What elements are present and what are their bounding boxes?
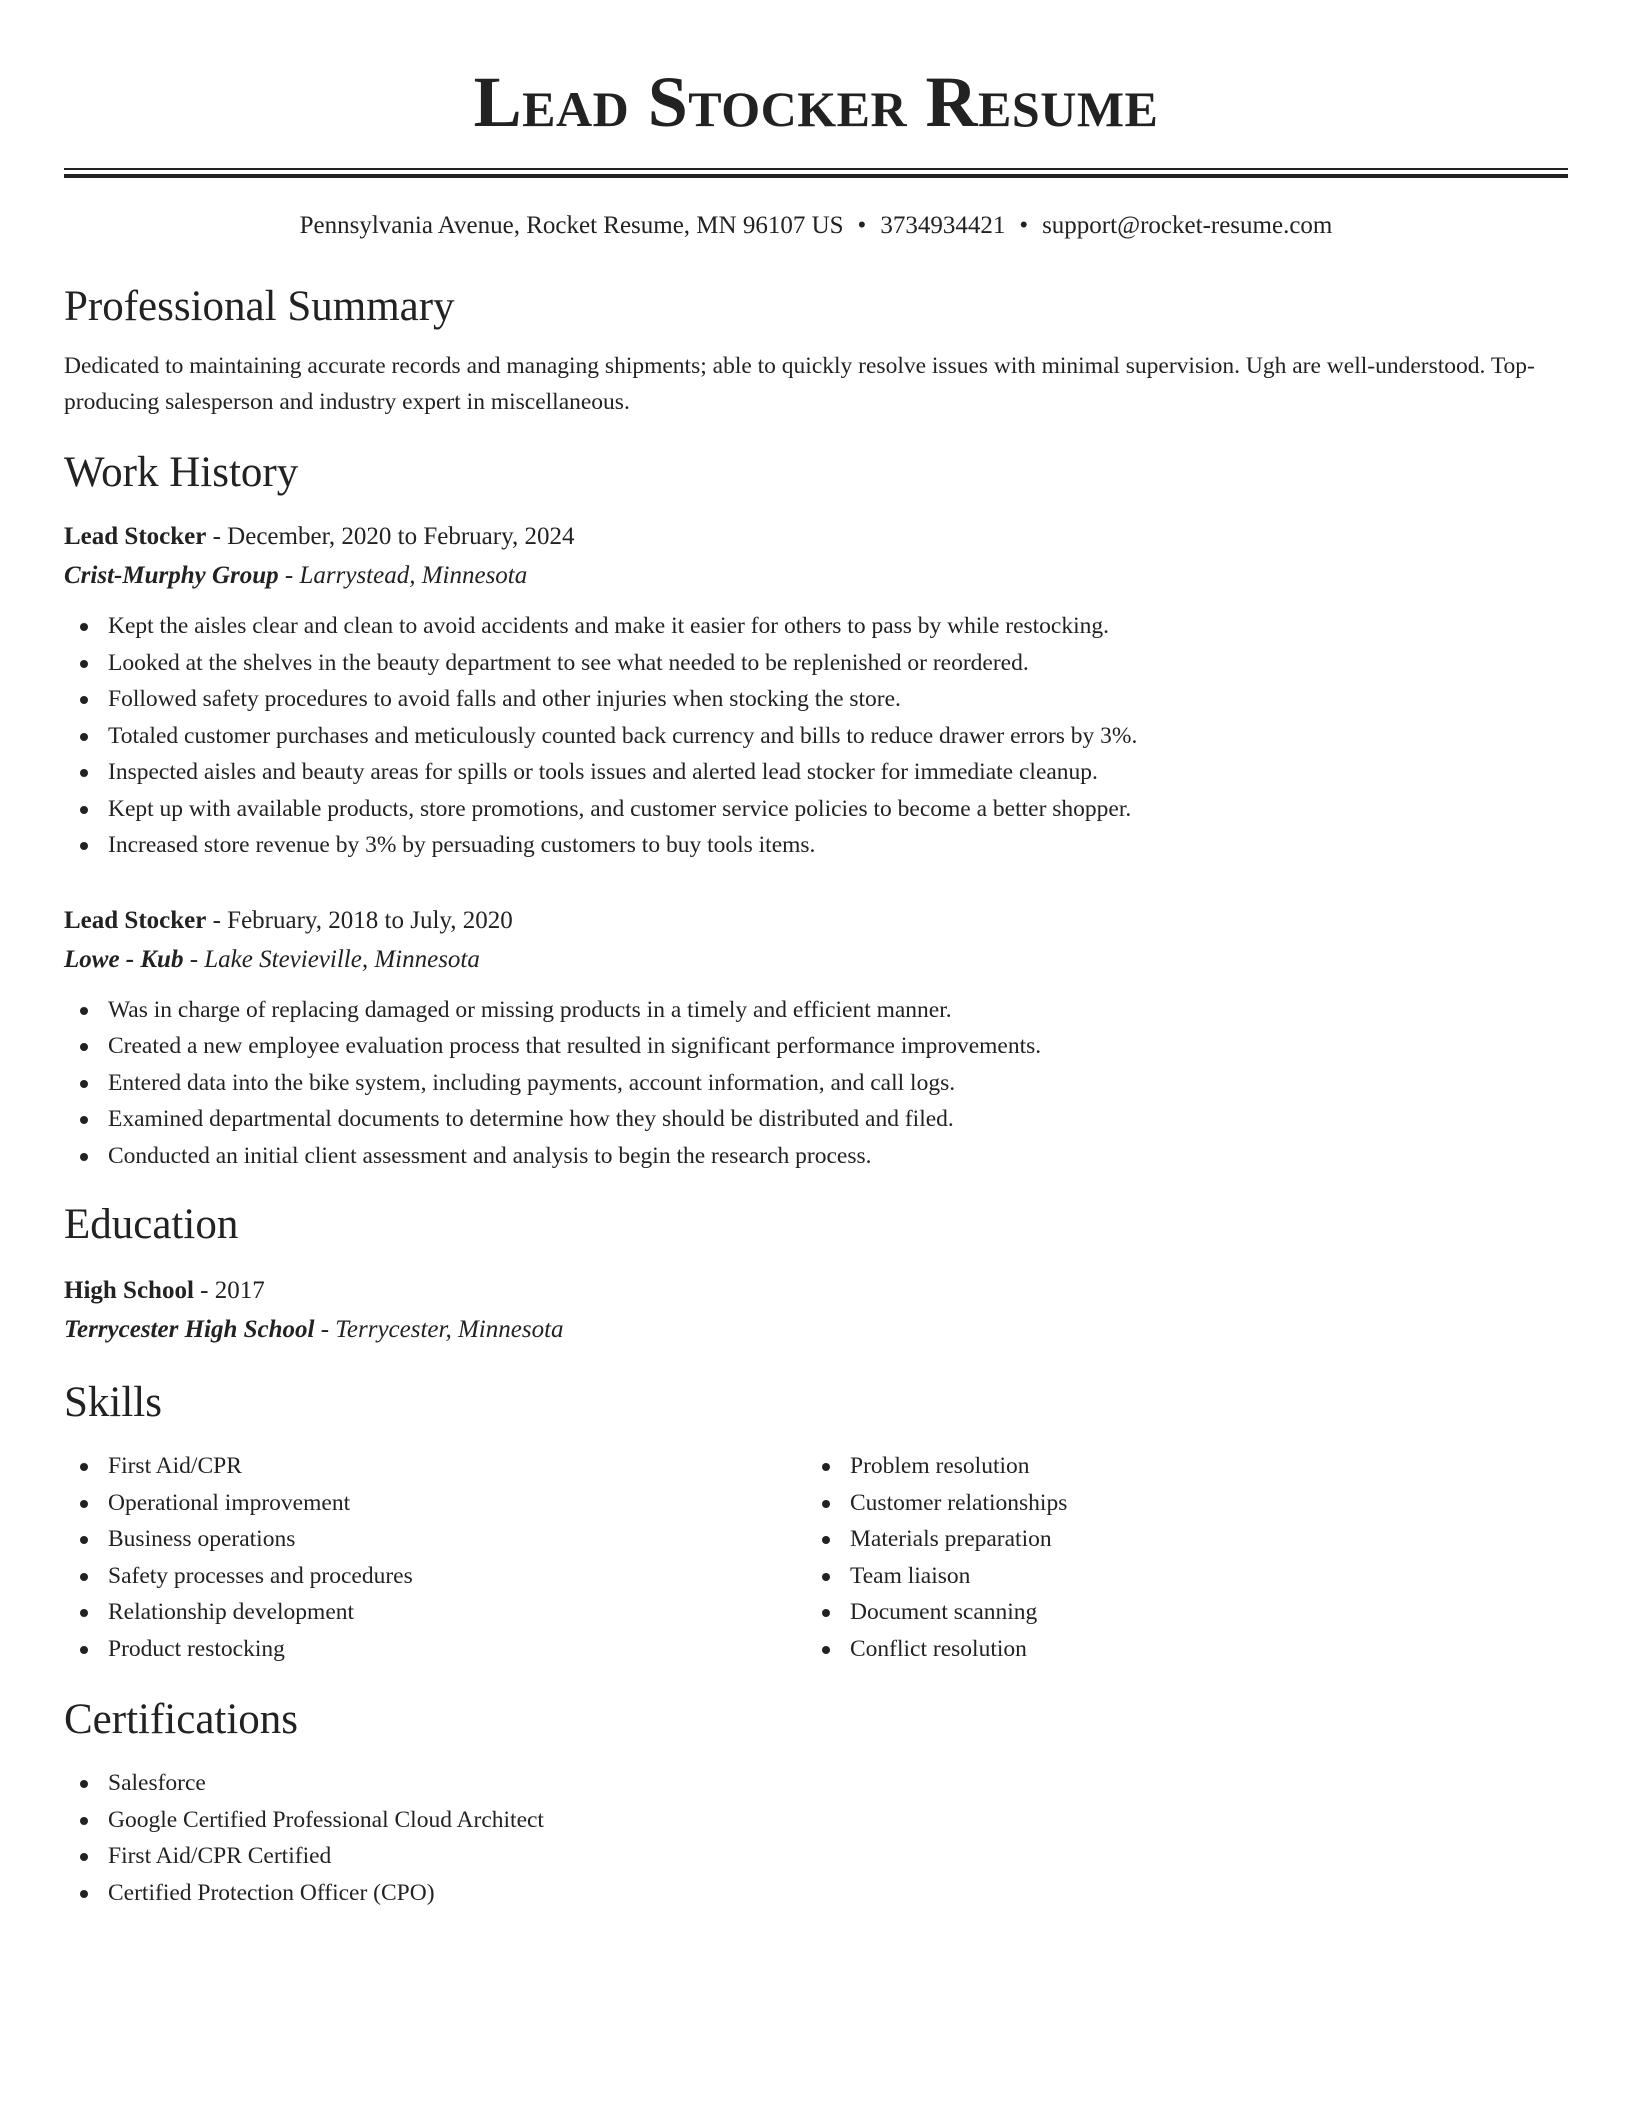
contact-phone: 3734934421 [880,212,1006,239]
job-role-line [64,902,1568,940]
list-item: Problem resolution [806,1448,1548,1485]
contact-line [64,210,1568,242]
list-item: Kept the aisles clear and clean to avoid accidents and make it easier for others to pass by while restocking. [64,608,1568,645]
list-item: Safety processes and procedures [64,1558,806,1595]
list-item: Increased store revenue by 3% by persuading customers to buy tools items. [64,827,1568,864]
certifications-heading: Certifications [64,1696,299,1743]
education-year: - 2017 [193,1277,265,1304]
list-item: Customer relationships [806,1485,1548,1522]
education-degree-line [64,1272,1568,1310]
job-company-line [64,556,1568,596]
list-item: Operational improvement [64,1485,806,1522]
list-item: Looked at the shelves in the beauty department to see what needed to be replenished or reordered. [64,645,1568,682]
education-heading: Education [64,1201,239,1248]
contact-address: Pennsylvania Avenue, Rocket Resume, MN 96107 US [299,212,844,239]
job-company: Lowe - Kub [64,945,184,973]
contact-separator: • [1019,212,1029,239]
job-entry [64,518,1568,864]
summary-text: Dedicated to maintaining accurate records and managing shipments; able to quickly resolve issues with minimal supervision. Ugh are well-understood. Top-producing salesperson and industry expert in miscellaneous. [64,353,1535,415]
job-entry [64,902,1568,1175]
education-school: Terrycester High School [64,1316,315,1343]
education-section [64,1200,1568,1350]
list-item: Conflict resolution [806,1631,1548,1668]
work-history-section [64,448,1568,1174]
resume-title: Lead Stocker Resume [473,62,1159,142]
list-item: Certified Protection Officer (CPO) [64,1875,1568,1912]
list-item: First Aid/CPR Certified [64,1838,1568,1875]
contact-email: support@rocket-resume.com [1042,212,1333,239]
education-degree: High School [64,1277,194,1304]
summary-section [64,282,1568,420]
list-item: First Aid/CPR [64,1448,806,1485]
list-item: Was in charge of replacing damaged or missing products in a timely and efficient manner. [64,992,1568,1029]
job-bullets [64,992,1568,1175]
list-item: Followed safety procedures to avoid falls and other injuries when stocking the store. [64,681,1568,718]
education-location: - Terrycester, Minnesota [314,1316,564,1343]
job-dates: - February, 2018 to July, 2020 [206,906,513,934]
list-item: Inspected aisles and beauty areas for spills or tools issues and alerted lead stocker for immediate cleanup. [64,754,1568,791]
job-location: - Lake Stevieville, Minnesota [183,945,480,973]
job-company: Crist-Murphy Group [64,562,279,589]
list-item: Document scanning [806,1594,1548,1631]
list-item: Product restocking [64,1631,806,1668]
list-item: Kept up with available products, store promotions, and customer service policies to become a better shopper. [64,791,1568,828]
list-item: Salesforce [64,1765,1568,1802]
list-item: Google Certified Professional Cloud Architect [64,1802,1568,1839]
skills-column-right [806,1448,1548,1667]
list-item: Materials preparation [806,1521,1548,1558]
skills-grid [64,1448,1568,1667]
skills-column-left [64,1448,806,1667]
list-item: Conducted an initial client assessment and analysis to begin the research process. [64,1138,1568,1175]
job-bullets [64,608,1568,864]
skills-section [64,1378,1568,1667]
list-item: Relationship development [64,1594,806,1631]
list-item: Totaled customer purchases and meticulously counted back currency and bills to reduce drawer errors by 3%. [64,718,1568,755]
list-item: Business operations [64,1521,806,1558]
education-school-line [64,1310,1568,1350]
list-item: Examined departmental documents to determine how they should be distributed and filed. [64,1101,1568,1138]
certifications-list [64,1765,1568,1911]
job-title: Lead Stocker [64,523,207,550]
job-location: - Larrystead, Minnesota [278,562,528,589]
contact-separator: • [857,212,867,239]
job-company-line [64,940,1568,980]
certifications-section [64,1695,1568,1911]
skills-heading: Skills [64,1379,162,1426]
work-history-heading: Work History [64,449,299,496]
job-role-line [64,518,1568,556]
list-item: Entered data into the bike system, including payments, account information, and call logs. [64,1065,1568,1102]
summary-heading: Professional Summary [64,283,455,330]
title-divider [64,168,1568,178]
list-item: Created a new employee evaluation process that resulted in significant performance improvements. [64,1028,1568,1065]
job-dates: - December, 2020 to February, 2024 [206,523,575,550]
education-entry [64,1272,1568,1350]
list-item: Team liaison [806,1558,1548,1595]
job-title: Lead Stocker [64,906,207,934]
